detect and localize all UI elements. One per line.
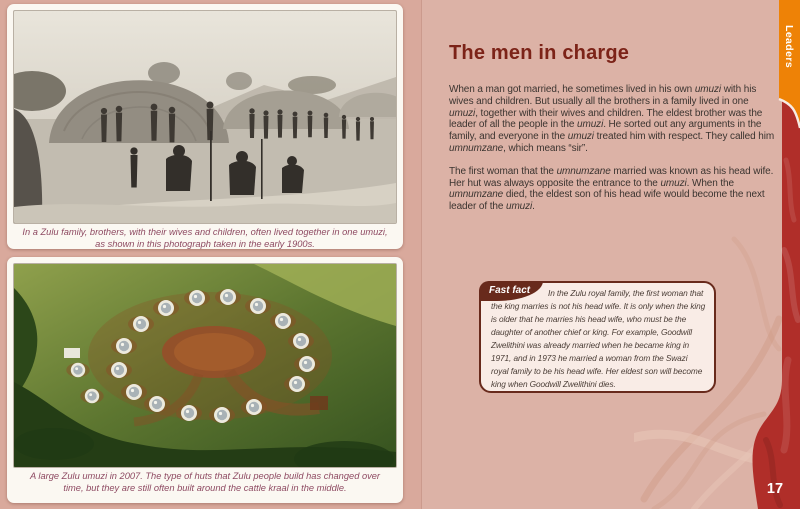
photo-bw-illustration xyxy=(14,11,396,223)
photo-caption-1900s: In a Zulu family, brothers, with their wives and children, often lived together in one umuzi, as shown in this photograph taken in the early 1900s. xyxy=(22,227,388,249)
page-edge-strip xyxy=(680,0,800,509)
page-title: The men in charge xyxy=(449,42,630,64)
photo-card-2007 xyxy=(7,257,403,503)
photo-aerial-illustration xyxy=(14,264,396,467)
body-paragraph-1: When a man got married, he sometimes lived in his own umuzi with his wives and children. But usually all the brothers in a family lived in one umuzi, together with their wives and children. The eldest brother was the leader of all the people in the umuzi. He sorted out any arguments in the family, and everyone in the umuzi treated him with respect. They called him umnumzane, which means “sir”. xyxy=(449,84,775,154)
photo-card-1900s xyxy=(7,4,403,249)
fastfact-tab: Fast fact xyxy=(479,281,543,301)
section-tab-label: Leaders xyxy=(783,25,795,69)
fastfact-text: In the Zulu royal family, the first woman that the king marries is not his head wife. It is only when the king is older that he marries his head wife, who must be the daughter of another chief or king. For example, Goodwill Zwelithini was already married when he became king in 1971, and in 1973 he married a woman from the Swazi royal family to be his head wife. Her eldest son will become king when Goodwill Zwelithini dies. xyxy=(491,288,706,389)
zulu-umuzi-aerial-2007 xyxy=(13,263,397,468)
body-paragraph-2: The first woman that the umnumzane married was known as his head wife. Her hut was always opposite the entrance to the umuzi. When the umnumzane died, the eldest son of his head wife would become the next leader of the umuzi. xyxy=(449,165,774,213)
page-number: 17 xyxy=(766,481,784,497)
photo-caption-2007: A large Zulu umuzi in 2007. The type of huts that Zulu people build has changed over time, but they are still often built around the cattle kraal in the middle. xyxy=(29,471,381,493)
zulu-family-photo-1900s xyxy=(13,10,397,224)
